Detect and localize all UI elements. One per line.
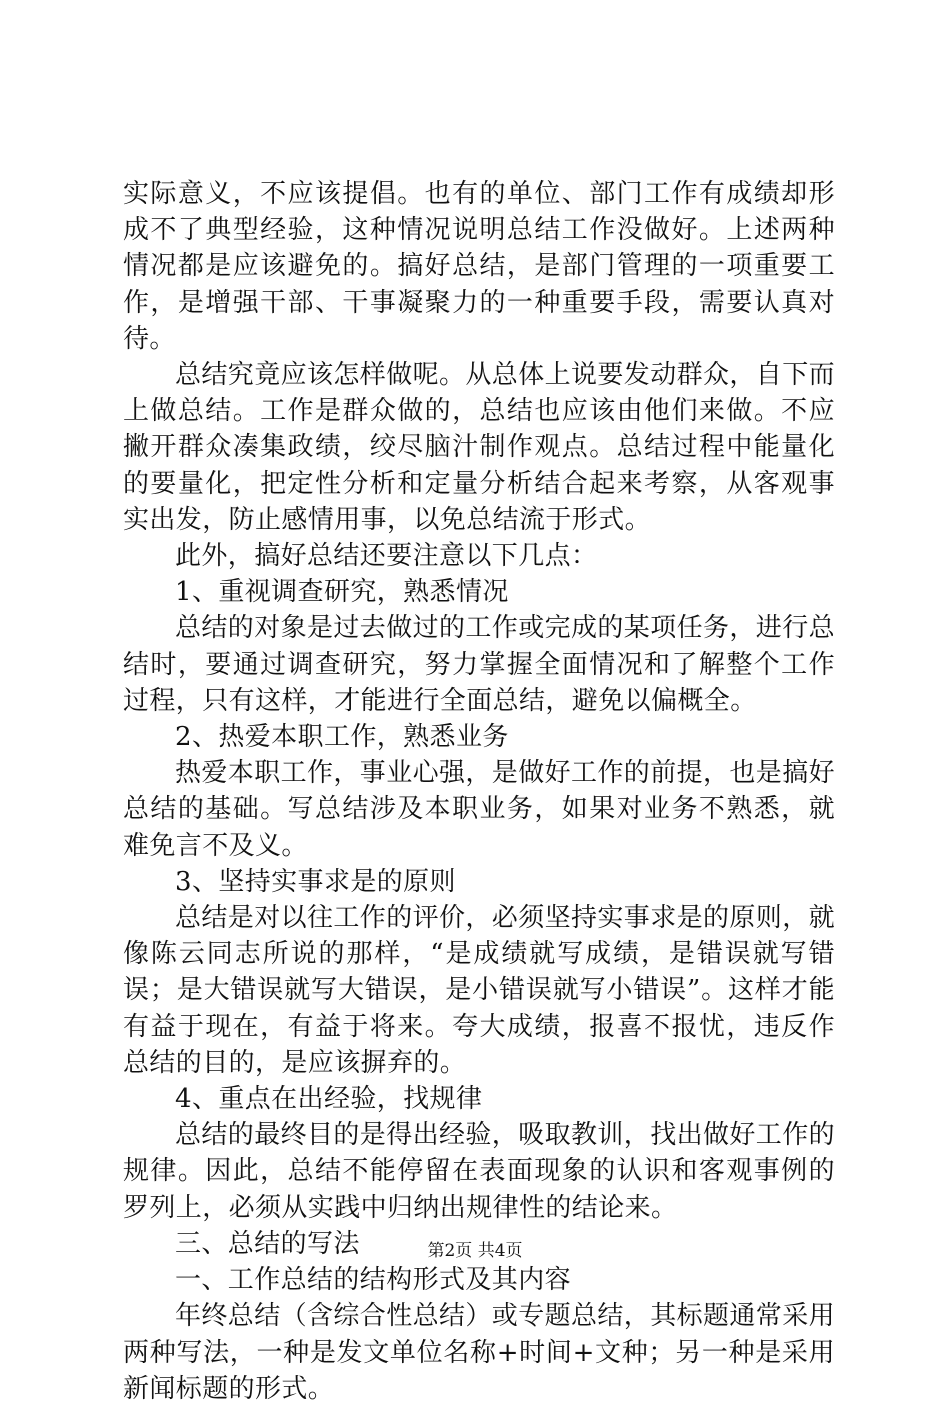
section-heading-5: 三、总结的写法 — [175, 1228, 360, 1259]
section-heading-2: 2、热爱本职工作，熟悉业务 — [175, 722, 509, 753]
paragraph-6: 总结是对以往工作的评价，必须坚持实事求是的原则，就像陈云同志所说的那样，“是成绩就写成绩，是错误就写错误；是大错误就写大错误，是小错误就写小错误”。这样才能有益于现在，有益于将来。夸大成绩，报喜不报忧，违反作总结的目的，是应该摒弃的。 — [123, 903, 836, 1078]
page-number-label: 第2页 共4页 — [427, 1241, 523, 1261]
paragraph-7: 总结的最终目的是得出经验，吸取教训，找出做好工作的规律。因此，总结不能停留在表面现象的认识和客观事例的罗列上，必须从实践中归纳出规律性的结论来。 — [123, 1120, 836, 1223]
paragraph-5: 热爱本职工作，事业心强，是做好工作的前提，也是搞好总结的基础。写总结涉及本职业务，如果对业务不熟悉，就难免言不及义。 — [123, 758, 836, 861]
section-heading-1: 1、重视调查研究，熟悉情况 — [175, 577, 509, 608]
page-footer — [0, 1240, 950, 1262]
paragraph-8: 年终总结（含综合性总结）或专题总结，其标题通常采用两种写法，一种是发文单位名称+时间+文种；另一种是采用新闻标题的形式。 — [123, 1301, 836, 1404]
section-heading-4: 4、重点在出经验，找规律 — [175, 1084, 483, 1115]
paragraph-1: 实际意义，不应该提倡。也有的单位、部门工作有成绩却形成不了典型经验，这种情况说明总结工作没做好。上述两种情况都是应该避免的。搞好总结，是部门管理的一项重要工作，是增强干部、干事凝聚力的一种重要手段，需要认真对待。 — [123, 179, 835, 354]
paragraph-3: 此外，搞好总结还要注意以下几点： — [175, 541, 598, 572]
section-heading-3: 3、坚持实事求是的原则 — [175, 866, 456, 897]
document-body — [123, 176, 835, 1407]
paragraph-2: 总结究竟应该怎样做呢。从总体上说要发动群众，自下而上做总结。工作是群众做的，总结也应该由他们来做。不应撇开群众凑集政绩，绞尽脑汁制作观点。总结过程中能量化的要量化，把定性分析和定量分析结合起来考察，从客观事实出发，防止感情用事，以免总结流于形式。 — [123, 360, 836, 535]
paragraph-4: 总结的对象是过去做过的工作或完成的某项任务，进行总结时，要通过调查研究，努力掌握全面情况和了解整个工作过程，只有这样，才能进行全面总结，避免以偏概全。 — [123, 613, 836, 716]
section-heading-6: 一、工作总结的结构形式及其内容 — [175, 1265, 572, 1296]
